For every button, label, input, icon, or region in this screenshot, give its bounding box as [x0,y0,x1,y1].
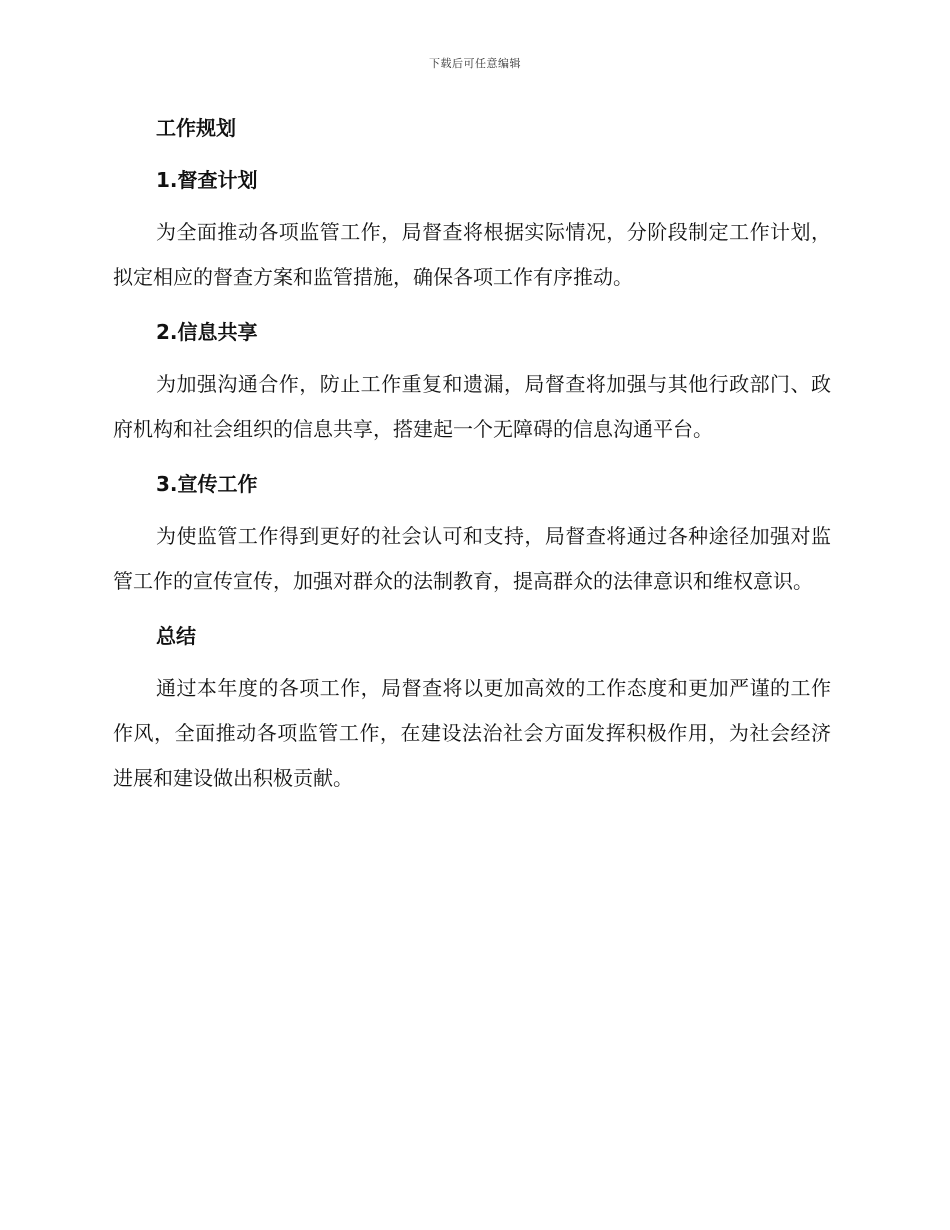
section-heading-2: 2.信息共享 [156,320,258,344]
summary-heading: 总结 [156,624,196,648]
header-note: 下载后可任意编辑 [429,57,521,70]
document-title: 工作规划 [156,116,236,140]
section-body-3: 为使监管工作得到更好的社会认可和支持，局督查将通过各种途径加强对监管工作的宣传宣传，加强对群众的法制教育，提高群众的法律意识和维权意识。 [113,524,831,593]
section-heading-3: 3.宣传工作 [156,472,258,496]
summary-body: 通过本年度的各项工作，局督查将以更加高效的工作态度和更加严谨的工作作风，全面推动各项监管工作，在建设法治社会方面发挥积极作用，为社会经济进展和建设做出积极贡献。 [113,676,831,790]
section-heading-1: 1.督查计划 [156,168,258,192]
document-content [113,108,831,801]
section-body-2: 为加强沟通合作，防止工作重复和遗漏，局督查将加强与其他行政部门、政府机构和社会组织的信息共享，搭建起一个无障碍的信息沟通平台。 [113,372,831,441]
section-body-1: 为全面推动各项监管工作，局督查将根据实际情况，分阶段制定工作计划，拟定相应的督查方案和监管措施，确保各项工作有序推动。 [113,220,831,289]
